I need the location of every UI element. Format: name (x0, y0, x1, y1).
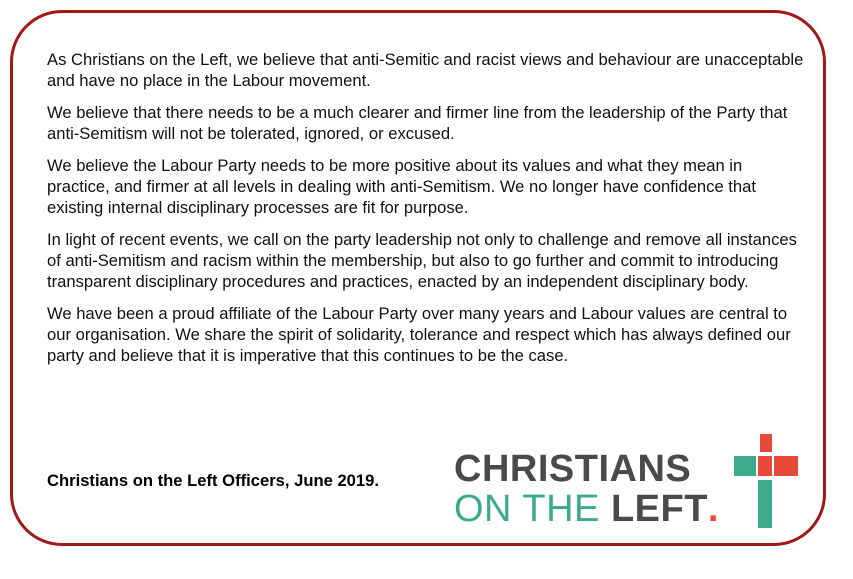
statement-paragraph: As Christians on the Left, we believe that anti-Semitic and racist views and behaviour are unacceptable and have no place in the Labour movement. (47, 50, 804, 90)
logo-line-on-the-left (454, 490, 718, 528)
statement-paragraph: We believe that there needs to be a much clearer and firmer line from the leadership of the Party that anti-Semitism will not be tolerated, ignored, or excused. (47, 103, 788, 143)
cross-stem (758, 480, 772, 528)
cross-right-arm (774, 456, 798, 476)
statement-paragraph: We have been a proud affiliate of the Labour Party over many years and Labour values are central to our organisation. We share the spirit of solidarity, tolerance and respect which has always defined our party and believe that it is imperative that this continues to be the case. (47, 304, 791, 365)
logo-dot: . (707, 488, 719, 530)
cross-icon (734, 434, 798, 530)
cross-left-arm (734, 456, 756, 476)
organisation-logo (454, 434, 804, 534)
statement-paragraph: In light of recent events, we call on the party leadership not only to challenge and remove all instances of anti-Semitism and racism within the membership, but also to go further and commit to introducing transparent disciplinary procedures and practices, enacted by an independent disciplinary body. (47, 230, 797, 291)
cross-centre (758, 456, 772, 476)
signature: Christians on the Left Officers, June 2019. (47, 471, 379, 490)
statement-paragraph: We believe the Labour Party needs to be more positive about its values and what they mean in practice, and firmer at all levels in dealing with anti-Semitism. We no longer have confidence that existing internal disciplinary processes are fit for purpose. (47, 156, 756, 217)
statement-body (47, 49, 807, 377)
logo-word-on-the: ON THE (454, 488, 611, 530)
logo-word-left: LEFT (610, 488, 708, 530)
cross-top-arm (760, 434, 772, 452)
logo-word-christians: CHRISTIANS (454, 448, 692, 490)
